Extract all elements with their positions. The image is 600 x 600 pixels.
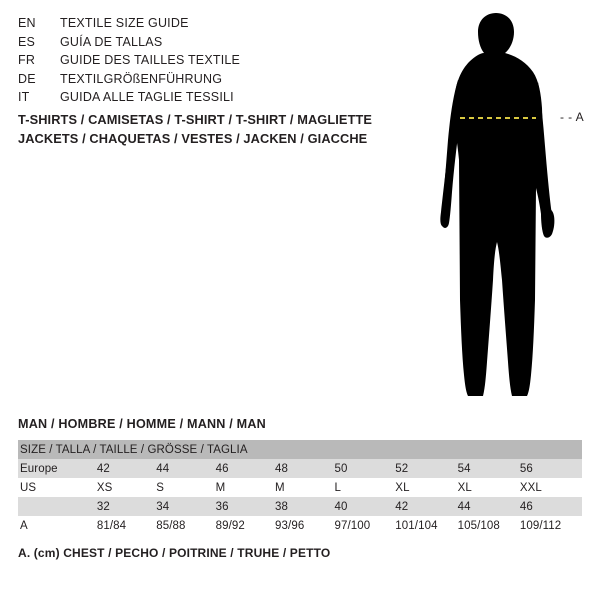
chest-measure-letter: A — [575, 110, 585, 124]
table-cell: 109/112 — [520, 516, 582, 535]
language-row — [18, 53, 378, 72]
language-title: GUIDA ALLE TAGLIE TESSILI — [60, 90, 234, 104]
table-header-label: SIZE / TALLA / TAILLE / GRÖSSE / TAGLIA — [18, 440, 582, 459]
table-cell: XXL — [520, 478, 582, 497]
language-code: IT — [18, 90, 30, 104]
table-cell: M — [216, 478, 275, 497]
table-cell: 93/96 — [275, 516, 334, 535]
footnote: A. (cm) CHEST / PECHO / POITRINE / TRUHE / PETTO — [18, 546, 331, 560]
table-cell: 32 — [97, 497, 156, 516]
table-row — [18, 516, 582, 535]
chest-measure-dash: - - — [560, 110, 573, 124]
language-title: TEXTILE SIZE GUIDE — [60, 16, 189, 30]
language-code: ES — [18, 34, 36, 49]
table-cell: 44 — [458, 497, 520, 516]
category-headings — [18, 110, 418, 148]
table-cell: 101/104 — [395, 516, 457, 535]
language-title: TEXTILGRÖßENFÜHRUNG — [60, 71, 223, 86]
language-code: DE — [18, 71, 36, 86]
table-cell: 85/88 — [156, 516, 215, 535]
table-cell: 54 — [458, 459, 520, 478]
table-title: MAN / HOMBRE / HOMME / MANN / MAN — [18, 417, 266, 431]
table-cell: 36 — [216, 497, 275, 516]
table-cell: 81/84 — [97, 516, 156, 535]
table-cell: 42 — [97, 459, 156, 478]
male-silhouette-icon — [400, 10, 600, 410]
table-cell: 40 — [334, 497, 395, 516]
table-row — [18, 478, 582, 497]
language-row — [18, 16, 378, 35]
table-row — [18, 497, 582, 516]
table-cell: 34 — [156, 497, 215, 516]
language-row — [18, 35, 378, 54]
table-cell: XL — [458, 478, 520, 497]
table-cell: XS — [97, 478, 156, 497]
table-cell: 44 — [156, 459, 215, 478]
language-row — [18, 90, 378, 109]
language-row — [18, 72, 378, 91]
row-label — [18, 497, 97, 516]
table-cell: 50 — [334, 459, 395, 478]
language-code: FR — [18, 53, 36, 67]
table-cell: 42 — [395, 497, 457, 516]
table-cell: 97/100 — [334, 516, 395, 535]
language-title: GUÍA DE TALLAS — [60, 34, 163, 49]
language-list — [18, 16, 378, 109]
table-cell: M — [275, 478, 334, 497]
table-row — [18, 459, 582, 478]
row-label: A — [18, 516, 97, 535]
table-cell: 56 — [520, 459, 582, 478]
table-cell: 46 — [216, 459, 275, 478]
table-cell: 89/92 — [216, 516, 275, 535]
row-label: Europe — [18, 459, 97, 478]
language-title: GUIDE DES TAILLES TEXTILE — [60, 53, 241, 67]
table-cell: 105/108 — [458, 516, 520, 535]
category-jackets: JACKETS / CHAQUETAS / VESTES / JACKEN / GIACCHE — [18, 131, 368, 146]
table-header-row — [18, 440, 582, 459]
body-silhouette-figure — [400, 10, 600, 410]
table-cell: 38 — [275, 497, 334, 516]
table-cell: 48 — [275, 459, 334, 478]
row-label: US — [18, 478, 97, 497]
language-code: EN — [18, 16, 36, 30]
table-cell: S — [156, 478, 215, 497]
table-cell: L — [334, 478, 395, 497]
table-cell: XL — [395, 478, 457, 497]
table-cell: 46 — [520, 497, 582, 516]
chest-measure-label — [560, 110, 584, 124]
size-table — [18, 440, 582, 535]
category-tshirts: T-SHIRTS / CAMISETAS / T-SHIRT / T-SHIRT / MAGLIETTE — [18, 112, 373, 127]
table-cell: 52 — [395, 459, 457, 478]
